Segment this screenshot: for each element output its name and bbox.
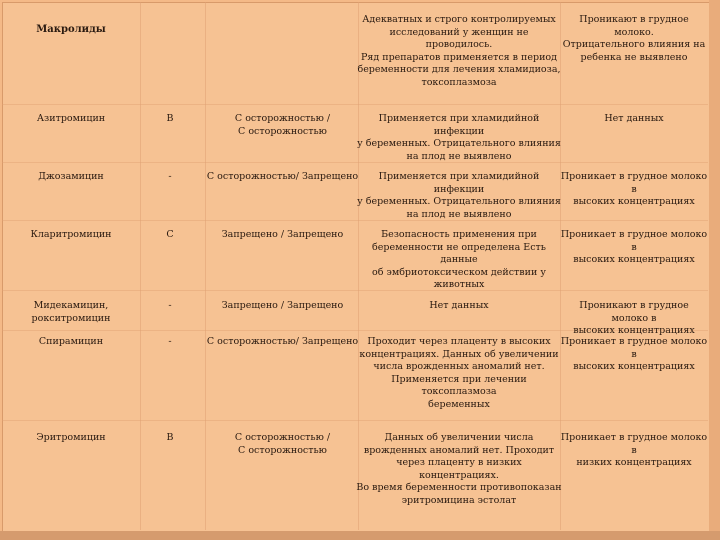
drug-name: Азитромицин bbox=[36, 113, 106, 124]
fda-category: B bbox=[166, 113, 174, 124]
fda-category: B bbox=[166, 432, 174, 443]
column-divider bbox=[140, 2, 141, 530]
row-divider bbox=[2, 104, 708, 105]
caution-status: С осторожностью/ Запрещено bbox=[206, 171, 359, 182]
lactation-info: Проникает в грудное молоко в высоких концентрациях bbox=[560, 171, 708, 207]
caution-status: Запрещено / Запрещено bbox=[221, 229, 344, 240]
caution-status: С осторожностью / С осторожностью bbox=[234, 432, 331, 456]
lactation-info: Проникают в грудное молоко в высоких концентрациях bbox=[573, 300, 695, 336]
fda-category: - bbox=[168, 336, 172, 347]
drug-name: Эритромицин bbox=[36, 432, 106, 443]
pregnancy-info: Применяется при хламидийной инфекции у беременных. Отрицательного влияния на плод не выявлено bbox=[357, 171, 561, 220]
fda-category: - bbox=[168, 171, 172, 182]
pregnancy-info: Применяется при хламидийной инфекции у беременных. Отрицательного влияния на плод не выявлено bbox=[357, 113, 561, 162]
fda-category: - bbox=[168, 300, 172, 311]
drug-name: Кларитромицин bbox=[30, 229, 112, 240]
group-lactation-note: Проникают в грудное молоко. Отрицательного влияния на ребенка не выявлено bbox=[562, 14, 706, 63]
row-divider bbox=[2, 420, 708, 421]
lactation-info: Проникает в грудное молоко в высоких концентрациях bbox=[560, 336, 708, 372]
drug-name: Мидекамицин, рокситромицин bbox=[31, 300, 111, 324]
row-divider bbox=[2, 220, 708, 221]
row-divider bbox=[2, 290, 708, 291]
lactation-info: Проникает в грудное молоко в высоких концентрациях bbox=[560, 229, 708, 265]
caution-status: С осторожностью / С осторожностью bbox=[234, 113, 331, 137]
pregnancy-info: Проходит через плаценту в высоких концентрациях. Данных об увеличении числа врожденных аномалий нет. Применяется при лечении токсоплазмоза беременных bbox=[359, 336, 559, 410]
page-edge-right bbox=[709, 0, 720, 540]
row-divider bbox=[2, 162, 708, 163]
group-title: Макролиды bbox=[36, 24, 106, 35]
group-pregnancy-note: Адекватных и строго контролируемых исследований у женщин не проводилось. Ряд препаратов применяется в период беременности для лечения хламидиоза, токсоплазмоза bbox=[357, 14, 561, 88]
caution-status: С осторожностью/ Запрещено bbox=[206, 336, 359, 347]
page-edge-bottom bbox=[0, 531, 720, 540]
fda-category: C bbox=[166, 229, 174, 240]
pregnancy-info: Нет данных bbox=[429, 300, 489, 311]
lactation-info: Проникает в грудное молоко в низких концентрациях bbox=[560, 432, 708, 468]
drug-name: Спирамицин bbox=[38, 336, 104, 347]
caution-status: Запрещено / Запрещено bbox=[221, 300, 344, 311]
drug-name: Джозамицин bbox=[38, 171, 104, 182]
pregnancy-info: Безопасность применения при беременности не определена Есть данные об эмбриотоксическом действии у животных bbox=[372, 229, 546, 290]
pregnancy-info: Данных об увеличении числа врожденных аномалий нет. Проходит через плаценту в низких концентрациях. Во время беременности противопоказан эритромицина эстолат bbox=[356, 432, 562, 506]
lactation-info: Нет данных bbox=[604, 113, 664, 124]
